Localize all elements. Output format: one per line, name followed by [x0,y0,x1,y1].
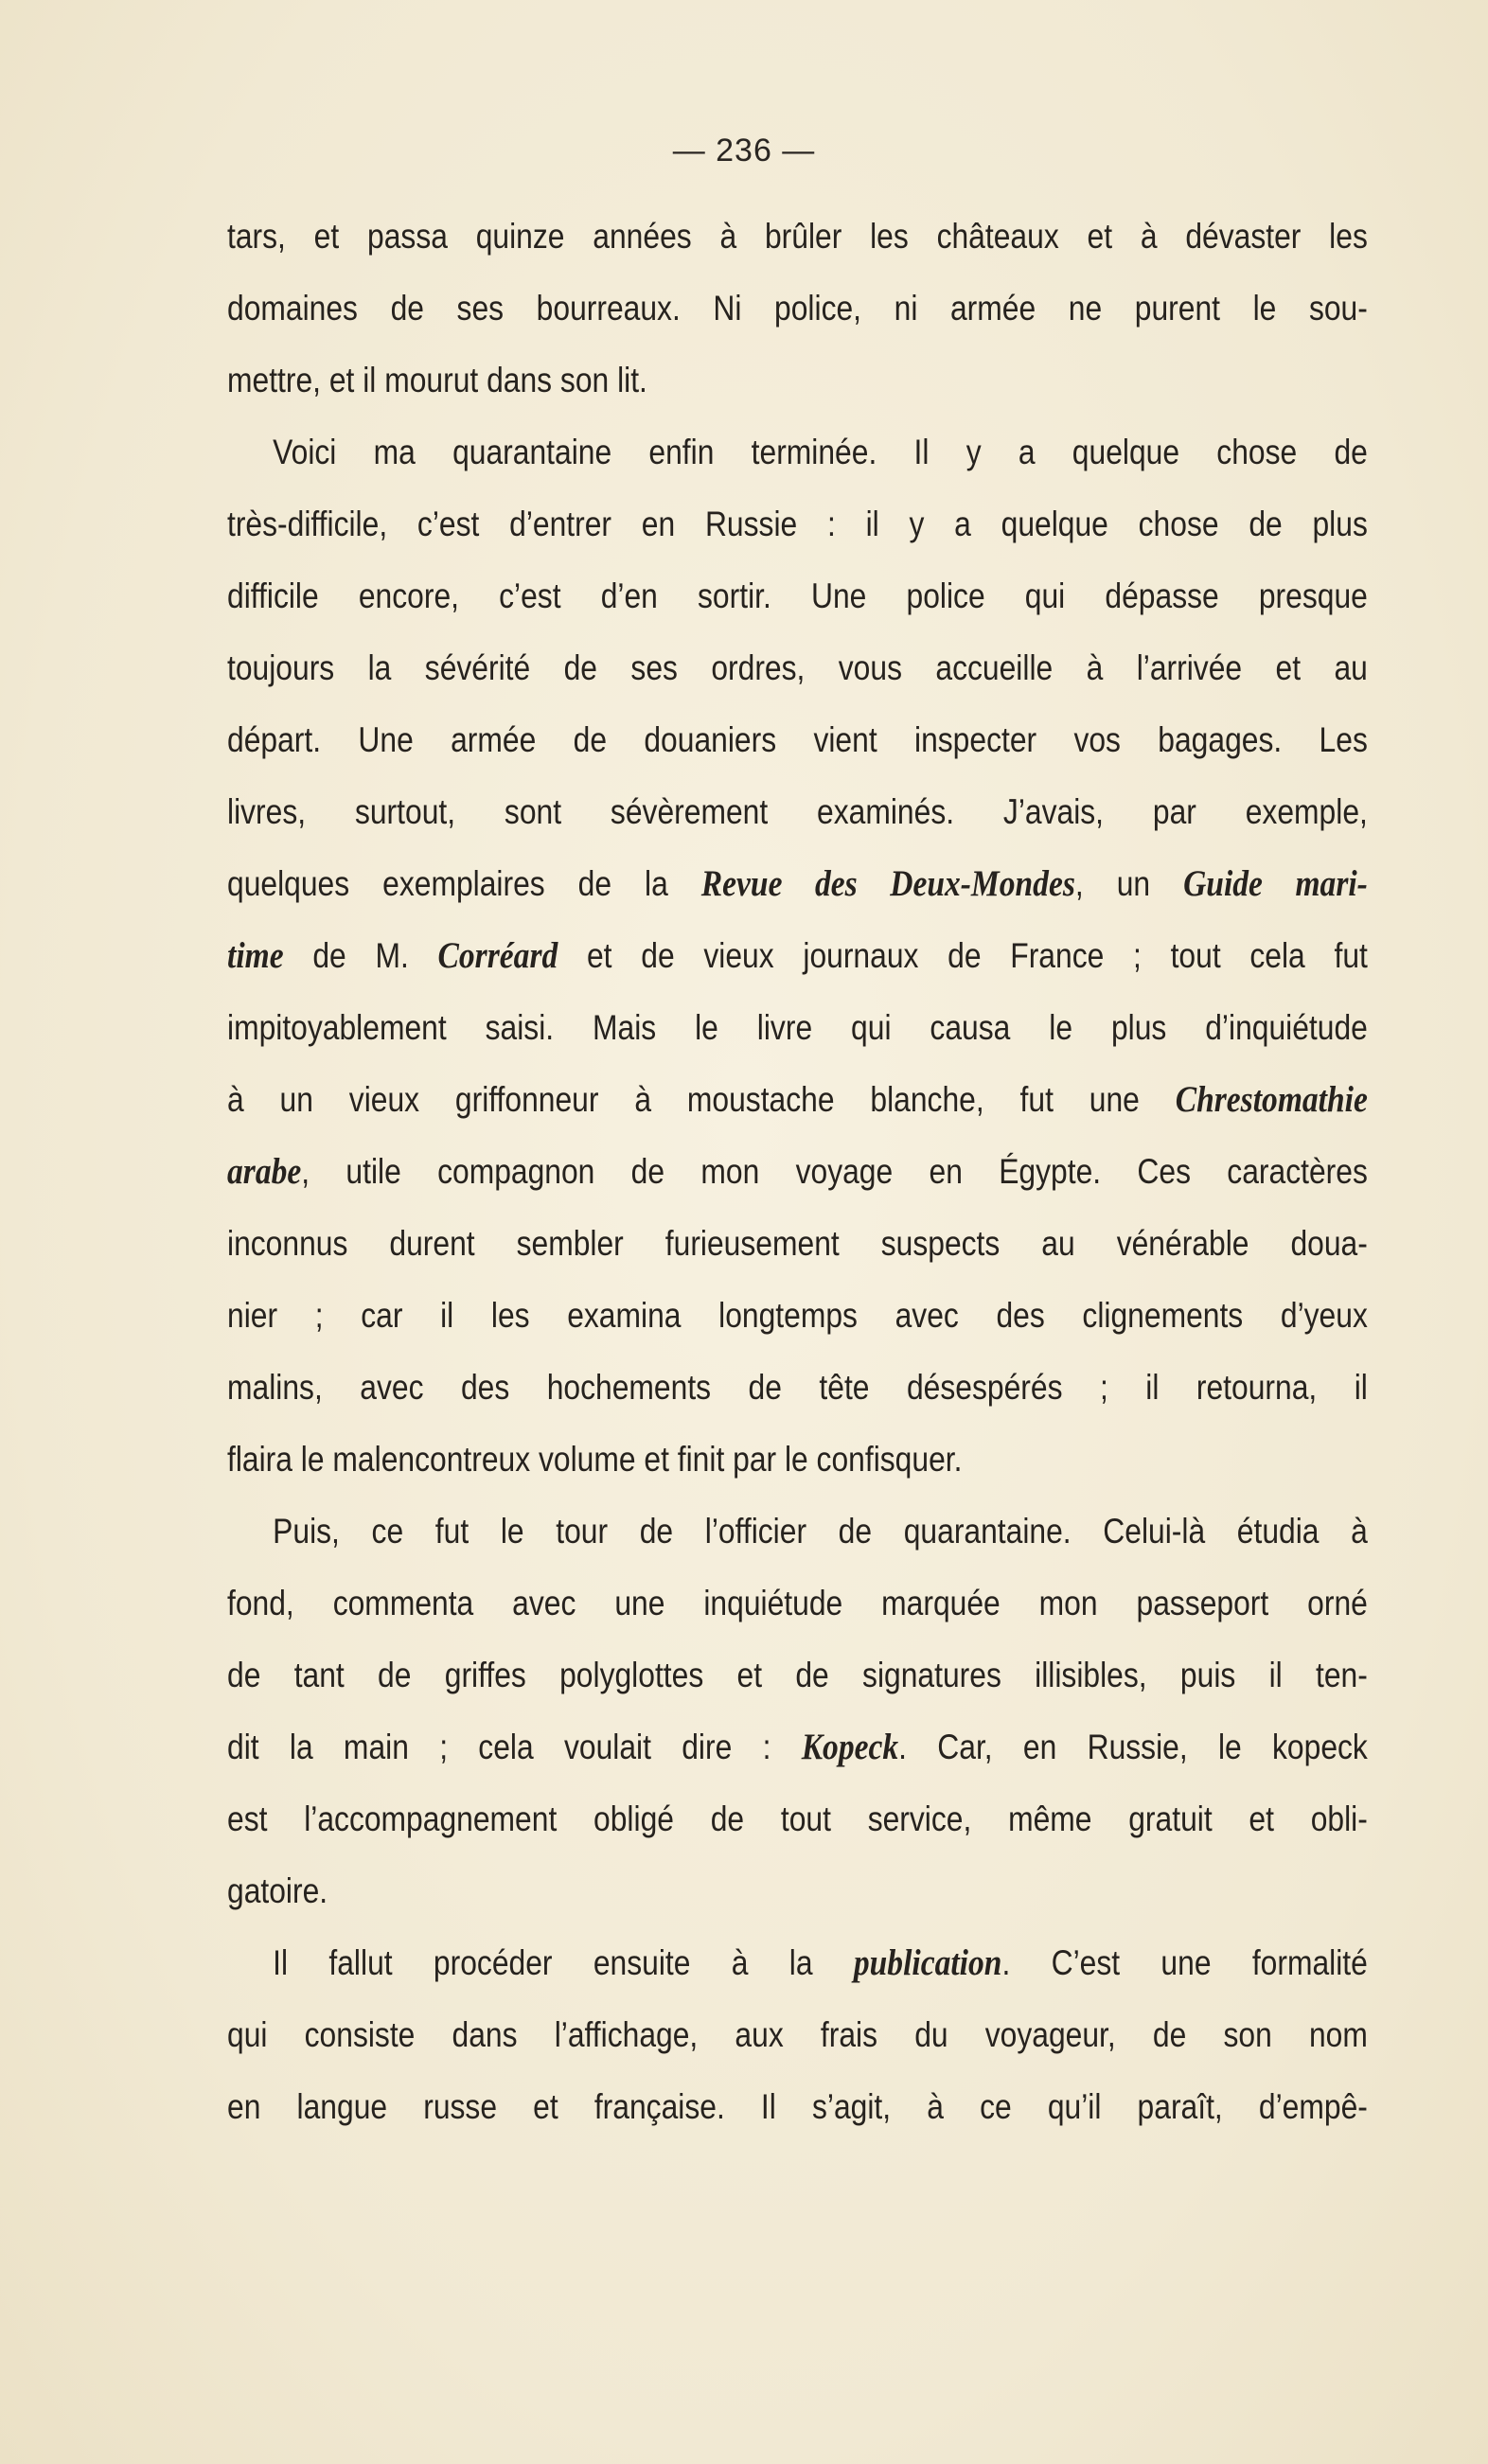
text-run: domaines de ses bourreaux. Ni police, ni armée ne purent le sou- [227,289,1368,328]
italic-title: publication [853,1942,1002,1983]
italic-title: time [227,935,284,976]
text-line [227,1783,1368,1855]
text-line [227,1280,1368,1352]
text-run: livres, surtout, sont sévèrement examinés. J’avais, par exemple, [227,792,1368,831]
text-line [227,1568,1368,1640]
text-line [227,345,1368,417]
text-line [227,1711,1368,1783]
text-line [227,848,1368,920]
text-line [227,1064,1368,1136]
text-run: et de vieux journaux de France ; tout cela fut [558,936,1368,975]
body-text [227,201,1368,2143]
text-run: quelques exemplaires de la [227,864,701,903]
text-run: impitoyablement saisi. Mais le livre qui causa le plus d’inquiétude [227,1008,1368,1047]
text-line [227,2071,1368,2143]
text-run: Voici ma quarantaine enfin terminée. Il y a quelque chose de [273,433,1368,471]
text-line [227,560,1368,632]
text-run: nier ; car il les examina longtemps avec des clignements d’yeux [227,1296,1368,1335]
text-run: difficile encore, c’est d’en sortir. Une police qui dépasse presque [227,576,1368,615]
text-run: qui consiste dans l’affichage, aux frais du voyageur, de son nom [227,2015,1368,2054]
text-run: dit la main ; cela voulait dire : [227,1728,802,1766]
text-run: de M. [283,936,438,975]
text-run: . C’est une formalité [1001,1943,1368,1982]
text-line [227,1352,1368,1424]
text-run: fond, commenta avec une inquiétude marquée mon passeport orné [227,1584,1368,1622]
text-line [227,1136,1368,1208]
text-line [227,704,1368,776]
text-line [227,1855,1368,1927]
text-line [227,1424,1368,1496]
text-line [227,1208,1368,1280]
text-run: , utile compagnon de mon voyage en Égypte. Ces caractères [301,1152,1368,1191]
italic-title: Guide mari- [1183,863,1368,904]
page-number: — 236 — [672,133,816,168]
italic-title: arabe [227,1151,302,1192]
text-run: Il fallut procéder ensuite à la [273,1943,854,1982]
text-line [227,1999,1368,2071]
text-line [227,1496,1368,1568]
text-run: Puis, ce fut le tour de l’officier de quarantaine. Celui-là étudia à [273,1512,1368,1551]
text-run: très-difficile, c’est d’entrer en Russie : il y a quelque chose de plus [227,505,1368,543]
text-line [227,417,1368,488]
text-run: . Car, en Russie, le kopeck [898,1728,1368,1766]
text-run: est l’accompagnement obligé de tout service, même gratuit et obli- [227,1799,1368,1838]
text-run: départ. Une armée de douaniers vient inspecter vos bagages. Les [227,720,1368,759]
text-run: mettre, et il mourut dans son lit. [227,361,647,399]
text-line [227,1927,1368,1999]
text-run: inconnus durent sembler furieusement suspects au vénérable doua- [227,1224,1368,1263]
text-line [227,992,1368,1064]
italic-title: Revue des Deux-Mondes [700,863,1075,904]
text-run: , un [1074,864,1184,903]
text-run: toujours la sévérité de ses ordres, vous accueille à l’arrivée et au [227,648,1368,687]
text-line [227,273,1368,345]
text-run: à un vieux griffonneur à moustache blanche, fut une [227,1080,1176,1119]
text-run: gatoire. [227,1871,328,1910]
text-run: malins, avec des hochements de tête désespérés ; il retourna, il [227,1368,1368,1407]
text-run: tars, et passa quinze années à brûler les châteaux et à dévaster les [227,217,1368,256]
italic-title: Chrestomathie [1175,1079,1368,1120]
text-line [227,920,1368,992]
text-line [227,776,1368,848]
text-run: de tant de griffes polyglottes et de signatures illisibles, puis il ten- [227,1656,1368,1694]
text-line [227,488,1368,560]
text-line [227,1640,1368,1711]
italic-title: Kopeck [801,1727,899,1767]
text-run: flaira le malencontreux volume et finit par le confisquer. [227,1440,963,1479]
italic-title: Corréard [437,935,558,976]
text-run: en langue russe et française. Il s’agit, à ce qu’il paraît, d’empê- [227,2087,1368,2126]
text-line [227,632,1368,704]
text-line [227,201,1368,273]
